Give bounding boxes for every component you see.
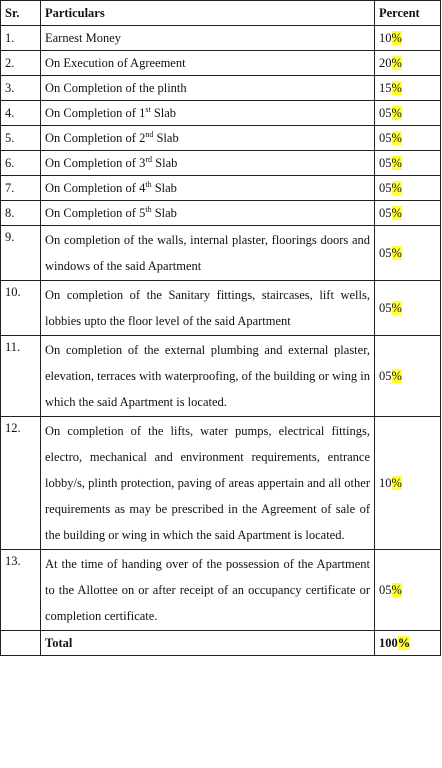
row-percent <box>375 336 441 417</box>
percent-sign-highlight: % <box>397 635 411 650</box>
percent-sign-highlight: % <box>391 80 402 95</box>
percent-sign-highlight: % <box>391 300 402 315</box>
table-row <box>1 76 441 101</box>
header-percent: Percent <box>375 1 441 26</box>
header-particulars: Particulars <box>41 1 375 26</box>
row-percent <box>375 550 441 631</box>
row-particulars: On completion of the walls, internal plaster, floorings doors and windows of the said Apartment <box>41 226 375 281</box>
ordinal-suffix: rd <box>145 154 153 164</box>
particulars-text: On Completion of 3 <box>45 155 146 170</box>
table-row <box>1 126 441 151</box>
percent-sign-highlight: % <box>391 105 402 120</box>
row-sr: 10. <box>1 281 41 336</box>
particulars-text: Slab <box>150 105 177 120</box>
row-particulars: On completion of the Sanitary fittings, staircases, lift wells, lobbies upto the floor level of the said Apartment <box>41 281 375 336</box>
row-particulars <box>41 176 375 201</box>
header-sr: Sr. <box>1 1 41 26</box>
percent-value: 10 <box>379 475 392 490</box>
table-row <box>1 26 441 51</box>
percent-sign-highlight: % <box>391 30 402 45</box>
row-sr: 11. <box>1 336 41 417</box>
row-percent <box>375 126 441 151</box>
total-sr-empty <box>1 631 41 656</box>
particulars-text: On Completion of 5 <box>45 205 146 220</box>
percent-value: 15 <box>379 80 392 95</box>
row-sr: 8. <box>1 201 41 226</box>
row-particulars: On completion of the external plumbing and external plaster, elevation, terraces with waterproofing, of the building or wing in which the said Apartment is located. <box>41 336 375 417</box>
percent-value: 05 <box>379 180 392 195</box>
percent-value: 20 <box>379 55 392 70</box>
row-particulars <box>41 101 375 126</box>
percent-sign-highlight: % <box>391 205 402 220</box>
percent-sign-highlight: % <box>391 368 402 383</box>
percent-sign-highlight: % <box>391 245 402 260</box>
percent-value: 05 <box>379 300 392 315</box>
percent-sign-highlight: % <box>391 180 402 195</box>
ordinal-suffix: nd <box>145 129 154 139</box>
percent-value: 05 <box>379 155 392 170</box>
percent-sign-highlight: % <box>391 582 402 597</box>
ordinal-suffix: st <box>145 104 151 114</box>
row-sr: 13. <box>1 550 41 631</box>
particulars-text: On Completion of 1 <box>45 105 146 120</box>
table-header-row <box>1 1 441 26</box>
row-percent <box>375 176 441 201</box>
ordinal-suffix: th <box>145 179 152 189</box>
particulars-text: On Completion of 2 <box>45 130 146 145</box>
total-percent <box>375 631 441 656</box>
row-sr: 5. <box>1 126 41 151</box>
row-particulars: On Completion of the plinth <box>41 76 375 101</box>
percent-value: 05 <box>379 105 392 120</box>
row-particulars <box>41 201 375 226</box>
total-label: Total <box>41 631 375 656</box>
row-sr: 1. <box>1 26 41 51</box>
row-particulars: Earnest Money <box>41 26 375 51</box>
table-row <box>1 417 441 550</box>
particulars-text: Slab <box>151 205 177 220</box>
particulars-text: Slab <box>152 155 178 170</box>
table-row <box>1 226 441 281</box>
table-row <box>1 336 441 417</box>
row-percent <box>375 26 441 51</box>
row-percent <box>375 226 441 281</box>
row-percent <box>375 101 441 126</box>
percent-sign-highlight: % <box>391 475 402 490</box>
row-percent <box>375 151 441 176</box>
percent-sign-highlight: % <box>391 130 402 145</box>
row-sr: 4. <box>1 101 41 126</box>
percent-sign-highlight: % <box>391 55 402 70</box>
row-sr: 9. <box>1 226 41 281</box>
percent-value: 05 <box>379 582 392 597</box>
table-row <box>1 201 441 226</box>
table-row <box>1 101 441 126</box>
row-sr: 2. <box>1 51 41 76</box>
row-particulars: On Execution of Agreement <box>41 51 375 76</box>
ordinal-suffix: th <box>145 204 152 214</box>
total-row <box>1 631 441 656</box>
percent-value: 05 <box>379 368 392 383</box>
row-percent <box>375 281 441 336</box>
particulars-text: Slab <box>153 130 179 145</box>
row-sr: 7. <box>1 176 41 201</box>
row-sr: 3. <box>1 76 41 101</box>
row-percent <box>375 417 441 550</box>
percent-sign-highlight: % <box>391 155 402 170</box>
percent-value: 100 <box>379 635 398 650</box>
table-row <box>1 550 441 631</box>
percent-value: 05 <box>379 205 392 220</box>
row-percent <box>375 51 441 76</box>
table-row <box>1 51 441 76</box>
row-particulars: At the time of handing over of the possession of the Apartment to the Allottee on or after receipt of an occupancy certificate or completion certificate. <box>41 550 375 631</box>
percent-value: 05 <box>379 130 392 145</box>
particulars-text: On Completion of 4 <box>45 180 146 195</box>
table-row <box>1 176 441 201</box>
row-percent <box>375 201 441 226</box>
table-row <box>1 151 441 176</box>
row-sr: 6. <box>1 151 41 176</box>
percent-value: 10 <box>379 30 392 45</box>
particulars-text: Slab <box>151 180 177 195</box>
row-particulars <box>41 151 375 176</box>
percent-value: 05 <box>379 245 392 260</box>
row-particulars <box>41 126 375 151</box>
table-row <box>1 281 441 336</box>
row-sr: 12. <box>1 417 41 550</box>
row-particulars: On completion of the lifts, water pumps, electrical fittings, electro, mechanical and environment requirements, entrance lobby/s, plinth protection, paving of areas appertain and all other requirements as may be prescribed in the Agreement of sale of the building or wing in which the said Apartment is located. <box>41 417 375 550</box>
row-percent <box>375 76 441 101</box>
